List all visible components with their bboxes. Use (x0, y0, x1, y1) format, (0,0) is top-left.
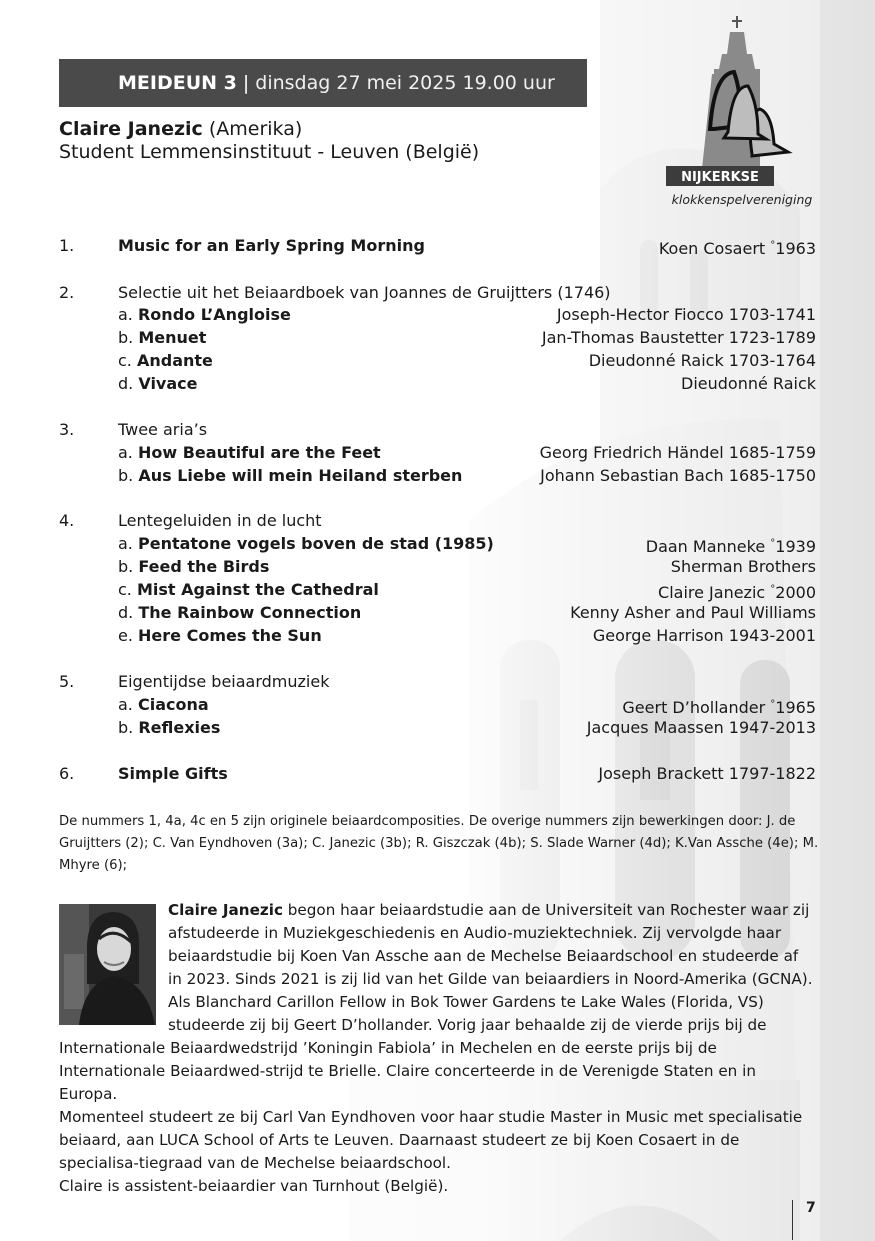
piece-title: Reflexies (138, 718, 221, 737)
program-item-1 (59, 234, 816, 257)
piece-title: Andante (136, 351, 213, 370)
item-number: 2. (59, 283, 75, 302)
composer: Dieudonné Raick 1703-1764 (588, 351, 816, 370)
header-separator: | (242, 72, 250, 94)
arrangement-note: De nummers 1, 4a, 4c en 5 zijn originele beiaardcomposities. De overige nummers zijn bewerkingen door: J. de Gruijtters (2); C. Van Eyndhoven (3a); C. Janezic (3b); R. Giszczak (4b); S. Slade Warner (4d); K.Van Assche (4e); M. Mhyre (6); (59, 814, 819, 873)
composer: Jacques Maassen 1947-2013 (586, 718, 816, 737)
section-title: Twee aria’s (118, 420, 208, 439)
piece-title: Rondo L’Angloise (137, 305, 291, 324)
concert-header-bar (59, 59, 587, 107)
program-subitem: e. Here Comes the Sun George Harrison 1943-2001 (118, 626, 816, 645)
program-subitem: b. Menuet Jan-Thomas Baustetter 1723-1789 (118, 328, 816, 347)
piece-title: Pentatone vogels boven de stad (1985) (137, 534, 494, 553)
event-date: dinsdag 27 mei 2025 19.00 uur (255, 72, 555, 94)
piece-title: How Beautiful are the Feet (137, 443, 381, 462)
bio-paragraph-2: Momenteel studeert ze bij Carl Van Eyndhoven voor haar studie Master in Music met specialisatie beiaard, aan LUCA School of Arts te Leuven. Daarnaast studeert ze bij Koen Cosaert in de specialisa-tiegraad van de Mechelse beiaardschool. (59, 1108, 803, 1172)
composer: George Harrison 1943-2001 (592, 626, 816, 645)
composer: Kenny Asher and Paul Williams (570, 603, 816, 622)
nijkerkse-logo (662, 14, 816, 214)
section-title: Eigentijdse beiaardmuziek (118, 672, 330, 691)
composer: Sherman Brothers (670, 557, 816, 576)
program-subitem: a. How Beautiful are the Feet Georg Friedrich Händel 1685-1759 (118, 443, 816, 462)
item-number: 6. (59, 764, 75, 783)
performer-biography (59, 899, 815, 1198)
program-subitem: b. Reflexies Jacques Maassen 1947-2013 (118, 718, 816, 737)
bio-paragraph-3: Claire is assistent-beiaardier van Turnhout (België). (59, 1177, 449, 1195)
piece-title: Ciacona (137, 695, 209, 714)
program-subitem: b. Aus Liebe will mein Heiland sterben Johann Sebastian Bach 1685-1750 (118, 466, 816, 485)
program-subitem: a. Ciacona Geert D’hollander °1965 (118, 695, 816, 717)
logo-text-vereniging: klokkenspelvereniging (671, 192, 813, 207)
bio-name: Claire Janezic (168, 901, 283, 919)
item-number: 5. (59, 672, 75, 691)
event-title: MEIDEUN 3 (118, 72, 237, 94)
composer: Koen Cosaert °1963 (658, 239, 816, 258)
program-subitem: c. Mist Against the Cathedral Claire Janezic °2000 (118, 580, 816, 602)
bio-paragraph-1: Claire Janezic begon haar beiaardstudie aan de Universiteit van Rochester waar zij afstudeerde in Muziekgeschiedenis en Audio-muziektechniek. Zij vervolgde haar beiaardstudie bij Koen Van Assche aan de Mechelse Beiaardschool en studeerde af in 2023. Sinds 2021 is zij lid van het Gilde van beiaardiers in Noord-Amerika (GCNA). Als Blanchard Carillon Fellow in Bok Tower Gardens te Lake Wales (Florida, VS) studeerde zij bij Geert D’hollander. Vorig jaar behaalde zij de vierde prijs bij de Internationale Beiaardwedstrijd ’Koningin Fabiola’ in Mechelen en de eerste prijs bij de Internationale Beiaardwed-strijd te Brielle. Claire concerteerde in de Verenigde Staten en in Europa. (59, 901, 813, 1103)
program-item-5 (59, 670, 816, 693)
composer: Daan Manneke °1939 (645, 537, 816, 556)
item-number: 3. (59, 420, 75, 439)
composer: Dieudonné Raick (681, 374, 816, 393)
section-title: Selectie uit het Beiaardboek van Joannes de Gruijtters (1746) (118, 283, 611, 302)
program-subitem: d. The Rainbow Connection Kenny Asher and Paul Williams (118, 603, 816, 622)
piece-title: The Rainbow Connection (138, 603, 362, 622)
performer-country: (Amerika) (208, 118, 303, 140)
piece-title: Simple Gifts (118, 764, 228, 783)
composer: Jan-Thomas Baustetter 1723-1789 (541, 328, 816, 347)
composer: Geert D’hollander °1965 (622, 698, 816, 717)
item-number: 1. (59, 236, 75, 255)
composer: Georg Friedrich Händel 1685-1759 (539, 443, 816, 462)
piece-title: Music for an Early Spring Morning (118, 236, 425, 255)
piece-title: Here Comes the Sun (138, 626, 322, 645)
program-item-2 (59, 281, 816, 304)
composer: Joseph Brackett 1797-1822 (598, 764, 816, 783)
item-number: 4. (59, 511, 75, 530)
composer: Joseph-Hector Fiocco 1703-1741 (556, 305, 816, 324)
performer-institution: Student Lemmensinstituut - Leuven (België) (59, 141, 480, 163)
program-item-3 (59, 418, 816, 441)
page-number-rule (792, 1200, 793, 1240)
piece-title: Feed the Birds (138, 557, 270, 576)
logo-text-nijkerkse: NIJKERKSE (681, 170, 759, 185)
program-subitem: a. Pentatone vogels boven de stad (1985) Daan Manneke °1939 (118, 534, 816, 556)
piece-title: Aus Liebe will mein Heiland sterben (138, 466, 463, 485)
piece-title: Menuet (138, 328, 207, 347)
program-subitem: d. Vivace Dieudonné Raick (118, 374, 816, 393)
program-subitem: c. Andante Dieudonné Raick 1703-1764 (118, 351, 816, 370)
program-item-4 (59, 509, 816, 532)
composer: Johann Sebastian Bach 1685-1750 (540, 466, 816, 485)
performer-block (59, 118, 479, 164)
program-item-6 (59, 762, 816, 785)
composer: Claire Janezic °2000 (658, 583, 816, 602)
piece-title: Mist Against the Cathedral (136, 580, 379, 599)
section-title: Lentegeluiden in de lucht (118, 511, 322, 530)
performer-name: Claire Janezic (59, 118, 203, 140)
program-subitem: a. Rondo L’Angloise Joseph-Hector Fiocco 1703-1741 (118, 305, 816, 324)
piece-title: Vivace (138, 374, 198, 393)
page-number: 7 (806, 1200, 816, 1216)
program-subitem: b. Feed the Birds Sherman Brothers (118, 557, 816, 576)
